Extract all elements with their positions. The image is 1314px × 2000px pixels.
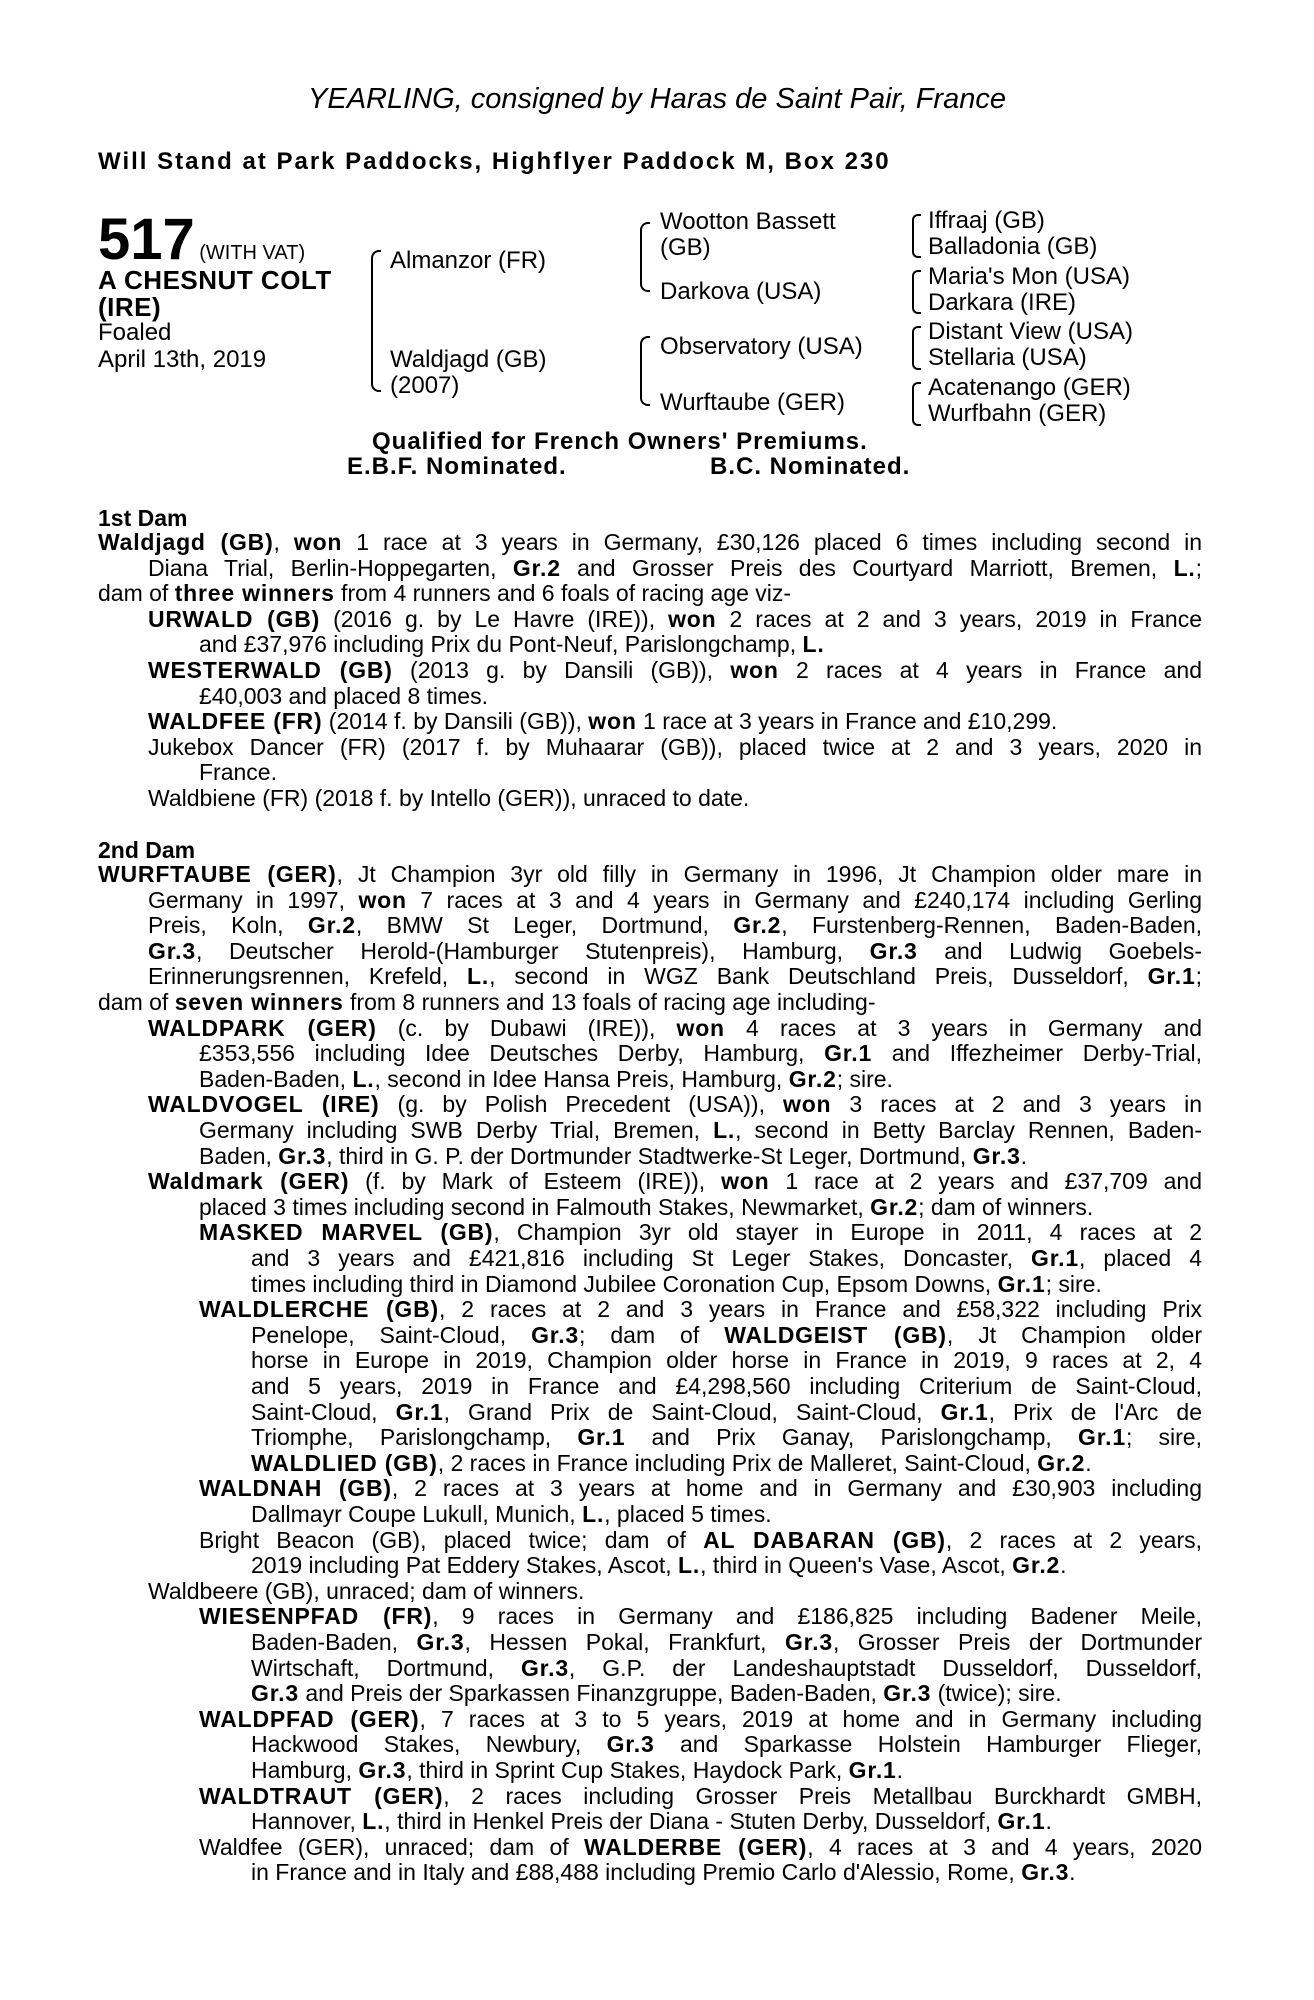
second-dam-line: placed 3 times including second in Falmouth Stakes, Newmarket, Gr.2; dam of winners.: [199, 1193, 1094, 1220]
second-dam-line: Germany in 1997, won 7 races at 3 and 4 years in Germany and £240,174 including Gerling: [148, 886, 1202, 913]
stand-location: Will Stand at Park Paddocks, Highflyer Paddock M, Box 230: [98, 148, 891, 175]
foaled-label: Foaled: [98, 319, 172, 346]
first-dam-line: WESTERWALD (GB) (2013 g. by Dansili (GB)), won 2 races at 4 years in France and: [148, 657, 1202, 683]
pedigree-brace-dam: [640, 336, 650, 406]
second-dam-line: Baden-Baden, Gr.3, Hessen Pokal, Frankfurt, Gr.3, Grosser Preis der Dortmunder: [251, 1629, 1202, 1655]
second-dam-line: Waldbeere (GB), unraced; dam of winners.: [148, 1577, 585, 1604]
second-dam-line: Bright Beacon (GB), placed twice; dam of AL DABARAN (GB), 2 races at 2 years,: [199, 1526, 1202, 1553]
first-dam-line: Diana Trial, Berlin-Hoppegarten, Gr.2 and Grosser Preis des Courtyard Marriott, Bremen, L.;: [148, 554, 1202, 581]
pedigree-brace-g2: [912, 270, 921, 314]
pedigree-g3: Maria's Mon (USA): [928, 263, 1130, 290]
second-dam-line: Saint-Cloud, Gr.1, Grand Prix de Saint-Cloud, Saint-Cloud, Gr.1, Prix de l'Arc de: [251, 1398, 1203, 1425]
pedigree-brace-g4: [912, 382, 921, 426]
pedigree-sire-sire: Wootton Bassett: [660, 208, 836, 235]
pedigree-dam-year: (2007): [390, 372, 460, 399]
second-dam-line: WALDVOGEL (IRE) (g. by Polish Precedent (USA)), won 3 races at 2 and 3 years in: [148, 1091, 1202, 1118]
second-dam-line: in France and in Italy and £88,488 including Premio Carlo d'Alessio, Rome, Gr.3.: [251, 1859, 1076, 1886]
second-dam-line: times including third in Diamond Jubilee Coronation Cup, Epsom Downs, Gr.1; sire.: [251, 1270, 1102, 1297]
first-dam-line: Waldbiene (FR) (2018 f. by Intello (GER)), unraced to date.: [148, 785, 750, 811]
lot-description: A CHESNUT COLT: [98, 265, 332, 295]
first-dam-line: and £37,976 including Prix du Pont-Neuf, Parislongchamp, L.: [199, 631, 825, 658]
second-dam-line: Gr.3 and Preis der Sparkassen Finanzgruppe, Baden-Baden, Gr.3 (twice); sire.: [251, 1680, 1062, 1707]
second-dam-line: Penelope, Saint-Cloud, Gr.3; dam of WALDGEIST (GB), Jt Champion older: [251, 1321, 1202, 1348]
first-dam-line: URWALD (GB) (2016 g. by Le Havre (IRE)), won 2 races at 2 and 3 years, 2019 in France: [148, 605, 1202, 632]
second-dam-line: Hackwood Stakes, Newbury, Gr.3 and Sparkasse Holstein Hamburger Flieger,: [251, 1731, 1202, 1758]
second-dam-line: WALDPFAD (GER), 7 races at 3 to 5 years, 2019 at home and in Germany including: [199, 1705, 1202, 1732]
pedigree-g4: Darkara (IRE): [928, 289, 1077, 316]
second-dam-line: £353,556 including Idee Deutsches Derby, Hamburg, Gr.1 and Iffezheimer Derby-Trial,: [199, 1040, 1202, 1067]
second-dam-line: Waldfee (GER), unraced; dam of WALDERBE (GER), 4 races at 3 and 4 years, 2020: [199, 1833, 1203, 1860]
pedigree-dam: Waldjagd (GB): [390, 346, 547, 373]
second-dam-line: Baden-Baden, L., second in Idee Hansa Preis, Hamburg, Gr.2; sire.: [199, 1065, 893, 1092]
second-dam-line: and 3 years and £421,816 including St Leger Stakes, Doncaster, Gr.1, placed 4: [251, 1245, 1203, 1271]
second-dam-line: WIESENPFAD (FR), 9 races in Germany and £186,825 including Badener Meile,: [199, 1603, 1202, 1630]
pedigree-g8: Wurfbahn (GER): [928, 400, 1107, 427]
second-dam-line: 2019 including Pat Eddery Stakes, Ascot, L., third in Queen's Vase, Ascot, Gr.2.: [251, 1552, 1067, 1579]
lot-number: 517: [98, 207, 195, 272]
second-dam-line: horse in Europe in 2019, Champion older horse in France in 2019, 9 races at 2, 4: [251, 1347, 1202, 1374]
second-dam-line: WALDNAH (GB), 2 races at 3 years at home and in Germany and £30,903 including: [199, 1475, 1202, 1502]
french-premiums-note: Qualified for French Owners' Premiums.: [372, 428, 868, 455]
second-dam-line: Germany including SWB Derby Trial, Bremen, L., second in Betty Barclay Rennen, Baden-: [199, 1117, 1203, 1143]
pedigree-sire-dam: Darkova (USA): [660, 278, 822, 305]
lot-description-origin: (IRE): [98, 292, 162, 322]
pedigree-brace-gen1: [371, 250, 381, 392]
pedigree-brace-sire: [640, 222, 650, 292]
pedigree-brace-g3: [912, 326, 921, 370]
ebf-nominated: E.B.F. Nominated.: [347, 453, 567, 480]
first-dam-line: dam of three winners from 4 runners and 6 foals of racing age viz-: [98, 580, 792, 607]
second-dam-line: WALDTRAUT (GER), 2 races including Grosser Preis Metallbau Burckhardt GMBH,: [199, 1782, 1203, 1809]
second-dam-line: Dallmayr Coupe Lukull, Munich, L., placed 5 times.: [251, 1501, 772, 1527]
sale-subtitle: YEARLING, consigned by Haras de Saint Pair, France: [308, 83, 1006, 115]
second-dam-line: WALDLERCHE (GB), 2 races at 2 and 3 years in France and £58,322 including Prix: [199, 1296, 1202, 1323]
first-dam-heading: 1st Dam: [98, 505, 188, 531]
first-dam-line: Waldjagd (GB), won 1 race at 3 years in Germany, £30,126 placed 6 times including second in: [98, 529, 1203, 555]
pedigree-g7: Acatenango (GER): [928, 374, 1131, 401]
first-dam-line: £40,003 and placed 8 times.: [199, 682, 488, 709]
second-dam-line: dam of seven winners from 8 runners and 13 foals of racing age including-: [98, 989, 876, 1015]
second-dam-line: WALDLIED (GB), 2 races in France including Prix de Malleret, Saint-Cloud, Gr.2.: [251, 1449, 1092, 1476]
bc-nominated: B.C. Nominated.: [710, 453, 911, 480]
second-dam-line: Erinnerungsrennen, Krefeld, L., second in WGZ Bank Deutschland Preis, Dusseldorf, Gr.1;: [148, 963, 1202, 990]
second-dam-line: Wirtschaft, Dortmund, Gr.3, G.P. der Landeshauptstadt Dusseldorf, Dusseldorf,: [251, 1654, 1202, 1681]
second-dam-line: Waldmark (GER) (f. by Mark of Esteem (IRE)), won 1 race at 2 years and £37,709 and: [148, 1168, 1203, 1195]
pedigree-sire: Almanzor (FR): [390, 247, 547, 274]
second-dam-line: MASKED MARVEL (GB), Champion 3yr old stayer in Europe in 2011, 4 races at 2: [199, 1219, 1202, 1246]
first-dam-line: WALDFEE (FR) (2014 f. by Dansili (GB)), won 1 race at 3 years in France and £10,299.: [148, 708, 1058, 735]
second-dam-line: WURFTAUBE (GER), Jt Champion 3yr old filly in Germany in 1996, Jt Champion older mare in: [98, 861, 1203, 887]
second-dam-line: and 5 years, 2019 in France and £4,298,560 including Criterium de Saint-Cloud,: [251, 1373, 1202, 1399]
pedigree-g5: Distant View (USA): [928, 318, 1133, 345]
pedigree-sire-sire-origin: (GB): [660, 234, 711, 261]
second-dam-line: Hamburg, Gr.3, third in Sprint Cup Stakes, Haydock Park, Gr.1.: [251, 1757, 904, 1783]
pedigree-g2: Balladonia (GB): [928, 233, 1098, 260]
pedigree-dam-dam: Wurftaube (GER): [660, 389, 845, 416]
pedigree-brace-g1: [912, 214, 921, 258]
second-dam-heading: 2nd Dam: [98, 837, 196, 863]
first-dam-line: France.: [199, 759, 277, 786]
second-dam-line: Preis, Koln, Gr.2, BMW St Leger, Dortmund, Gr.2, Furstenberg-Rennen, Baden-Baden,: [148, 912, 1203, 939]
second-dam-line: WALDPARK (GER) (c. by Dubawi (IRE)), won 4 races at 3 years in Germany and: [148, 1014, 1202, 1041]
first-dam-line: Jukebox Dancer (FR) (2017 f. by Muhaarar (GB)), placed twice at 2 and 3 years, 2020 in: [148, 733, 1202, 760]
second-dam-line: Hannover, L., third in Henkel Preis der Diana - Stuten Derby, Dusseldorf, Gr.1.: [251, 1808, 1052, 1835]
vat-note: (WITH VAT): [199, 242, 306, 264]
pedigree-dam-sire: Observatory (USA): [660, 333, 863, 360]
second-dam-line: Gr.3, Deutscher Herold-(Hamburger Stutenpreis), Hamburg, Gr.3 and Ludwig Goebels-: [148, 937, 1202, 964]
lot-number-block: [98, 206, 305, 273]
pedigree-g6: Stellaria (USA): [928, 344, 1087, 371]
foaled-date: April 13th, 2019: [98, 346, 267, 373]
second-dam-line: Triomphe, Parislongchamp, Gr.1 and Prix Ganay, Parislongchamp, Gr.1; sire,: [251, 1424, 1202, 1451]
pedigree-g1: Iffraaj (GB): [928, 207, 1045, 234]
second-dam-line: Baden, Gr.3, third in G. P. der Dortmunder Stadtwerke-St Leger, Dortmund, Gr.3.: [199, 1142, 1028, 1169]
